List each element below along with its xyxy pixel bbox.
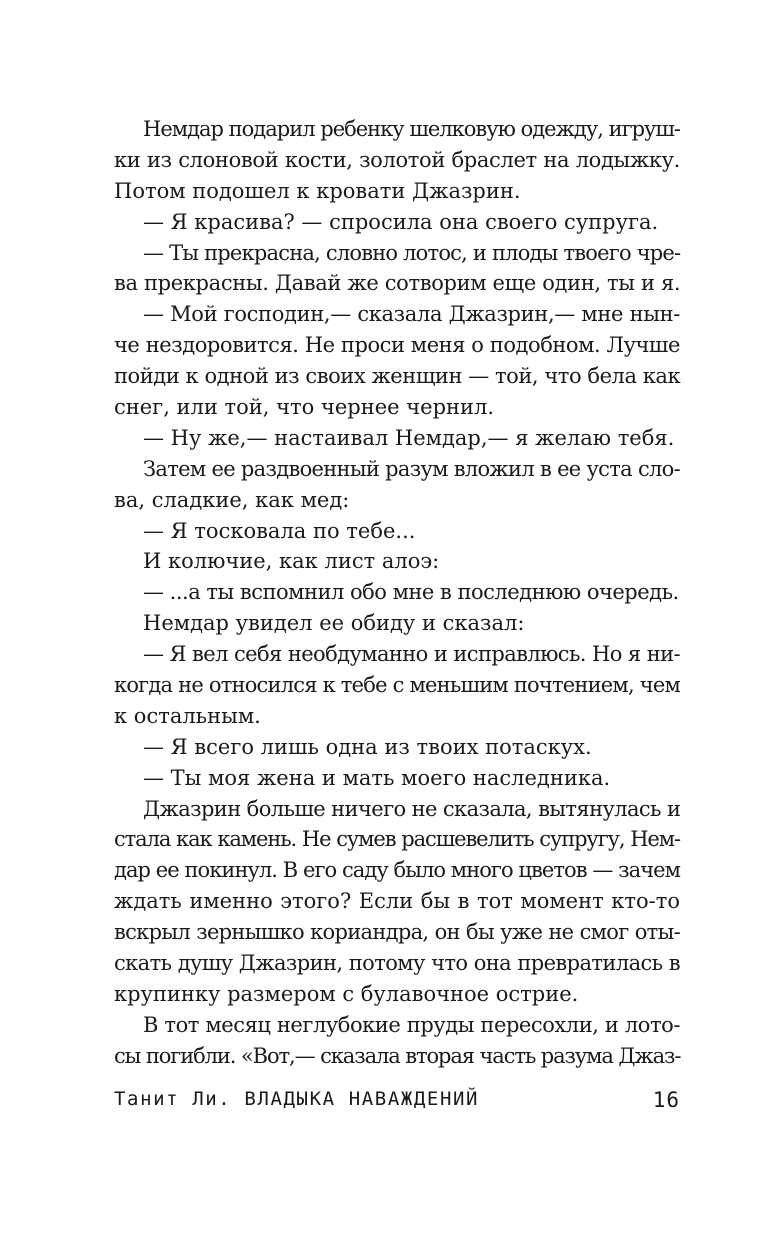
page-footer <box>114 1088 680 1118</box>
text-line: — ...а ты вспомнил обо мне в последнюю очередь. <box>143 580 679 605</box>
text-line: Немдар увидел ее обиду и сказал: <box>143 611 525 636</box>
text-line: ки из слоновой кости, золотой браслет на лодыжку. <box>114 147 680 172</box>
text-line: — Я всего лишь одна из твоих потаскух. <box>143 734 592 759</box>
text-line: — Я тосковала по тебе... <box>143 518 416 543</box>
text-line: че нездоровится. Не проси меня о подобном. Лучше <box>114 333 680 358</box>
text-line: к остальным. <box>114 703 261 728</box>
text-line: — Я красива? — спросила она своего супруга. <box>143 209 659 234</box>
text-line: вскрыл зернышко кориандра, он бы уже не смог оты- <box>114 920 680 945</box>
text-line: снег, или той, что чернее чернил. <box>114 395 495 420</box>
text-line: пойди к одной из своих женщин — той, что бела как <box>114 364 681 389</box>
text-line: — Мой господин,— сказала Джазрин,— мне нын- <box>143 302 680 327</box>
page-number: 16 <box>652 1088 680 1112</box>
text-line: крупинку размером с булавочное острие. <box>114 981 579 1006</box>
running-head: Танит Ли. ВЛАДЫКА НАВАЖДЕНИЙ <box>114 1088 480 1110</box>
text-line: — Ну же,— настаивал Немдар,— я желаю тебя. <box>143 425 675 450</box>
text-line: дар ее покинул. В его саду было много цветов — зачем <box>114 858 680 883</box>
text-line: — Ты моя жена и мать моего наследника. <box>143 765 611 790</box>
text-line: И колючие, как лист алоэ: <box>143 549 440 574</box>
text-line: скать душу Джазрин, потому что она превратилась в <box>114 951 680 976</box>
text-line: ждать именно этого? Если бы в тот момент кто-то <box>114 889 680 914</box>
text-line: В тот месяц неглубокие пруды пересохли, и лото- <box>143 1012 680 1037</box>
text-line: Немдар подарил ребенку шелковую одежду, игруш- <box>143 117 680 141</box>
text-line: сы погибли. «Вот,— сказала вторая часть разума Джаз- <box>114 1043 681 1068</box>
text-line: Потом подошел к кровати Джазрин. <box>114 178 521 203</box>
text-line: когда не относился к тебе с меньшим почтением, чем <box>114 673 680 698</box>
body-text <box>114 114 680 1072</box>
text-line: Затем ее раздвоенный разум вложил в ее уста сло- <box>143 456 680 481</box>
text-line: Джазрин больше ничего не сказала, вытянулась и <box>143 796 681 821</box>
text-line: — Я вел себя необдуманно и исправлюсь. Но я ни- <box>143 642 680 667</box>
text-line: ва, сладкие, как мед: <box>114 487 350 512</box>
text-line: стала как камень. Не сумев расшевелить супругу, Нем- <box>114 827 680 852</box>
text-line: ва прекрасны. Давай же сотворим еще один, ты и я. <box>114 271 681 296</box>
text-line: — Ты прекрасна, словно лотос, и плоды твоего чре- <box>143 240 681 265</box>
